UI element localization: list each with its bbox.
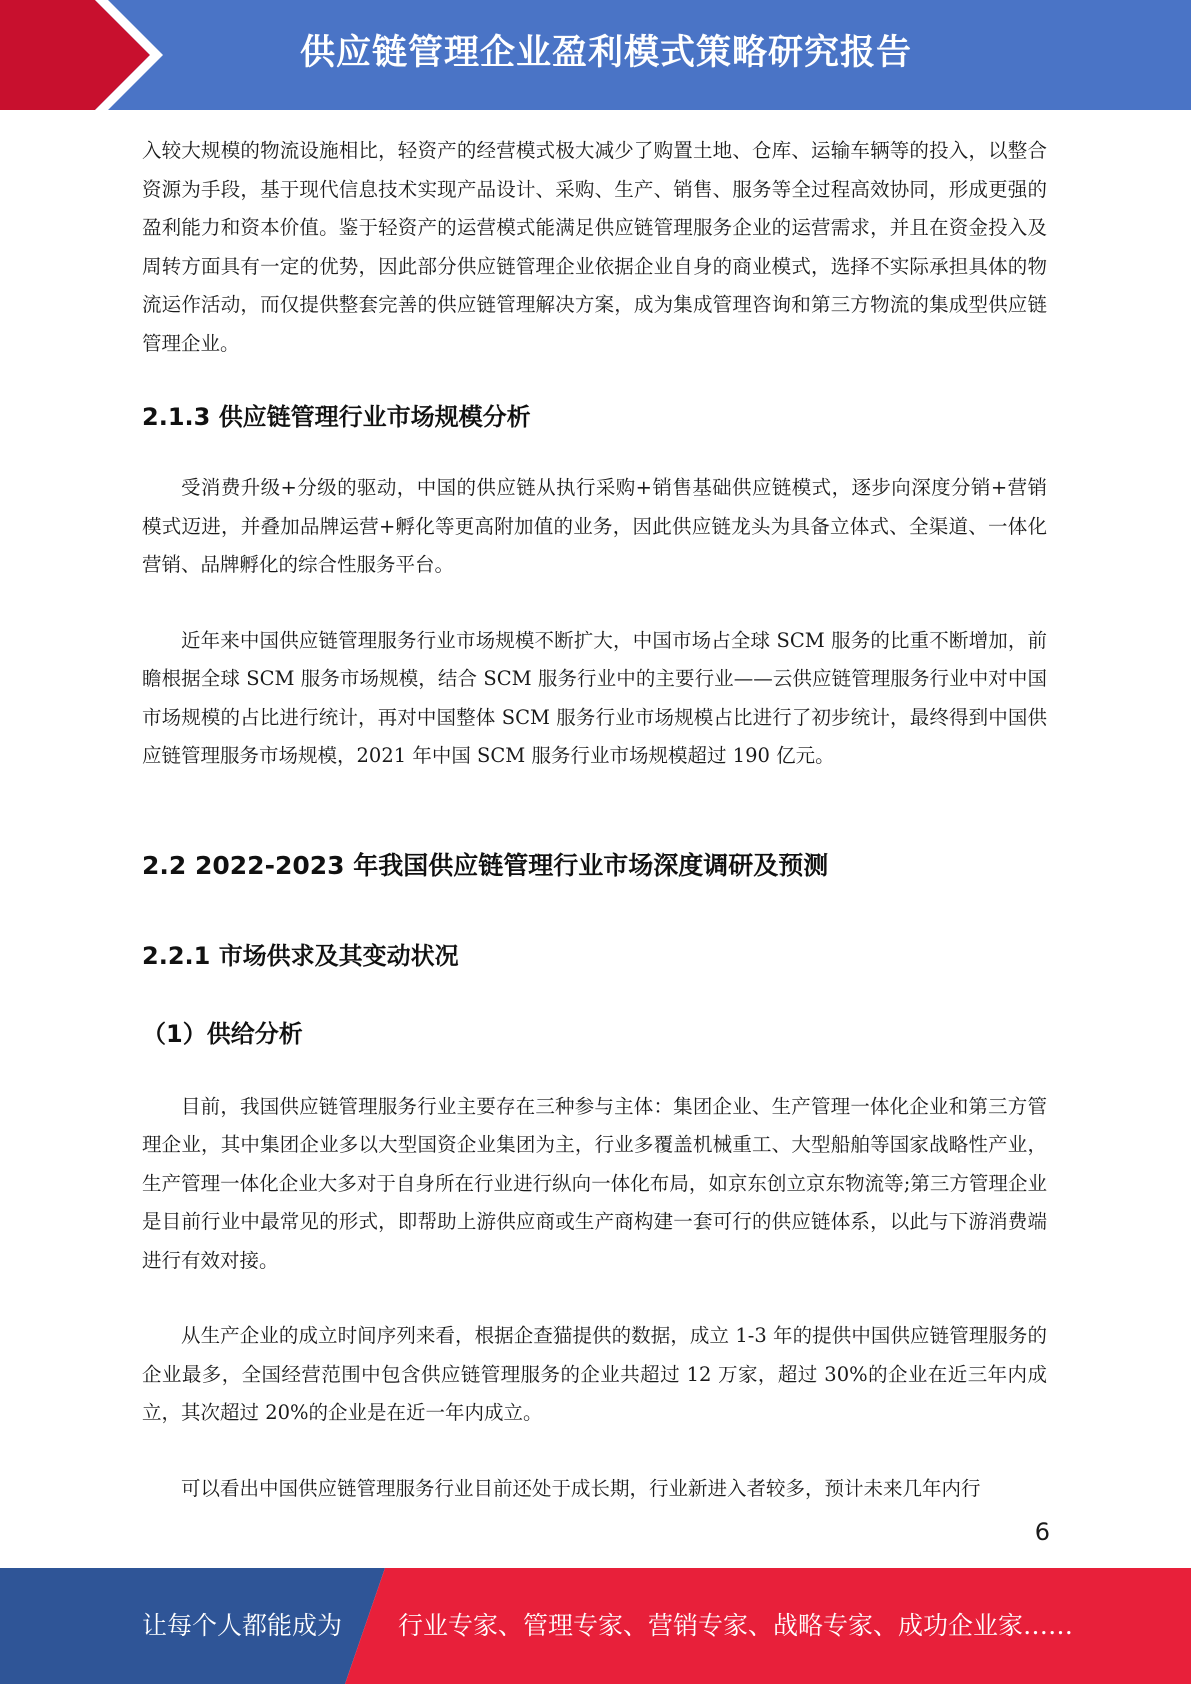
paragraph-market-scale: 近年来中国供应链管理服务行业市场规模不断扩大，中国市场占全球 SCM 服务的比重不断增加，前瞻根据全球 SCM 服务市场规模，结合 SCM 服务行业中的主要行业——云供应链管理服务行业中对中国市场规模的占比进行统计，再对中国整体 SCM 服务行业市场规模占比进行了初步统计，最终得到中国供应链管理服务市场规模，2021 年中国 SCM 服务行业市场规模超过 190 亿元。 [142,628,1047,767]
paragraph-growth-stage: 可以看出中国供应链管理服务行业目前还处于成长期，行业新进入者较多，预计未来几年内行 [181,1476,981,1500]
page-footer [0,1568,1191,1684]
footer-slogan-left: 让每个人都能成为 [142,1611,343,1640]
paragraph-intro: 入较大规模的物流设施相比，轻资产的经营模式极大减少了购置土地、仓库、运输车辆等的投入，以整合资源为手段，基于现代信息技术实现产品设计、采购、生产、销售、服务等全过程高效协同，形成更强的盈利能力和资本价值。鉴于轻资产的运营模式能满足供应链管理服务企业的运营需求，并且在资金投入及周转方面具有一定的优势，因此部分供应链管理企业依据企业自身的商业模式，选择不实际承担具体的物流运作活动，而仅提供整套完善的供应链管理解决方案，成为集成管理咨询和第三方物流的集成型供应链管理企业。 [142,139,1047,355]
header-title: 供应链管理企业盈利模式策略研究报告 [300,33,913,73]
paragraph-consumption: 受消费升级+分级的驱动，中国的供应链从执行采购+销售基础供应链模式，逐步向深度分销+营销模式迈进，并叠加品牌运营+孵化等更高附加值的业务，因此供应链龙头为具备立体式、全渠道、一体化营销、品牌孵化的综合性服务平台。 [142,476,1047,576]
heading-2-2-1: 2.2.1 市场供求及其变动状况 [142,941,459,970]
header-red-chevron [0,0,150,110]
paragraph-company-age: 从生产企业的成立时间序列来看，根据企查猫提供的数据，成立 1-3 年的提供中国供应链管理服务的企业最多，全国经营范围中包含供应链管理服务的企业共超过 12 万家，超过 30%的企业在近三年内成立，其次超过 20%的企业是在近一年内成立。 [142,1324,1047,1424]
heading-2-2: 2.2 2022-2023 年我国供应链管理行业市场深度调研及预测 [142,850,829,880]
page-header [0,0,1191,110]
page-number: 6 [1034,1518,1050,1546]
heading-supply-analysis: （1）供给分析 [142,1019,303,1048]
footer-slogan-right: 行业专家、管理专家、营销专家、战略专家、成功企业家…… [398,1611,1074,1640]
page-content [142,132,1047,1508]
heading-2-1-3: 2.1.3 供应链管理行业市场规模分析 [142,403,531,431]
paragraph-participants: 目前，我国供应链管理服务行业主要存在三种参与主体：集团企业、生产管理一体化企业和第三方管理企业，其中集团企业多以大型国资企业集团为主，行业多覆盖机械重工、大型船舶等国家战略性产业，生产管理一体化企业大多对于自身所在行业进行纵向一体化布局，如京东创立京东物流等;第三方管理企业是目前行业中最常见的形式，即帮助上游供应商或生产商构建一套可行的供应链体系，以此与下游消费端进行有效对接。 [142,1094,1047,1272]
